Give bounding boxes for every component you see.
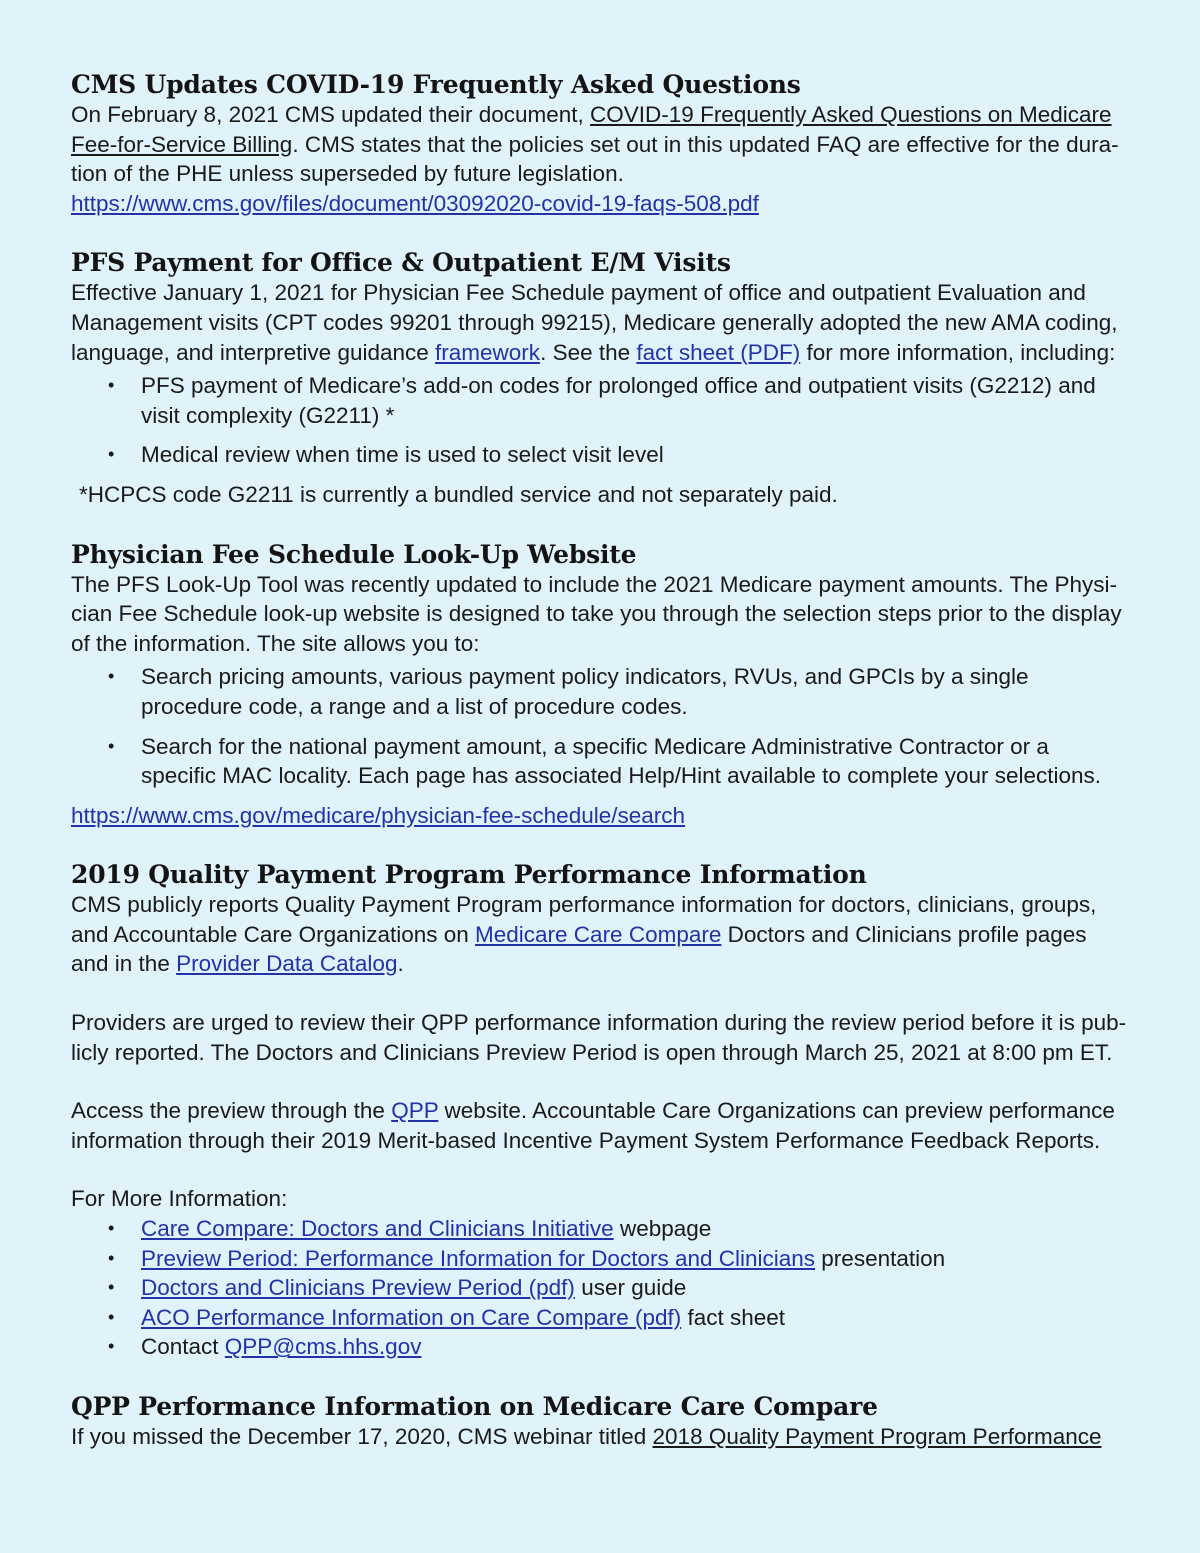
section-paragraph: Providers are urged to review their QPP performance information during the review period before it is pub-licly reported. The Doctors and Clinicians Preview Period is open through March 25, 2021 at 8:00 pm ET.: [71, 1010, 1127, 1065]
section-paragraph: The PFS Look-Up Tool was recently updated to include the 2021 Medicare payment amounts. The Physi-cian Fee Schedule look-up website is designed to take you through the selection steps prior to the display of the information. The site allows you to:: [71, 571, 1122, 656]
care-compare-initiative-link[interactable]: Care Compare: Doctors and Clinicians Initiative: [141, 1216, 614, 1242]
section-covid-faq: [71, 70, 1130, 218]
list-item: • Contact QPP@cms.hhs.gov: [71, 1332, 1130, 1362]
section-title: QPP Performance Information on Medicare Care Compare: [71, 1392, 878, 1421]
bullet-list: [71, 371, 1130, 470]
section-title: PFS Payment for Office & Outpatient E/M Visits: [71, 248, 731, 278]
section-pfs-payment: [71, 248, 1130, 509]
qpp-link[interactable]: QPP: [391, 1098, 439, 1124]
list-item: • Preview Period: Performance Information for Doctors and Clinicians presentation: [71, 1244, 1130, 1274]
aco-fact-sheet-link[interactable]: ACO Performance Information on Care Compare (pdf): [141, 1304, 682, 1330]
list-item: • Doctors and Clinicians Preview Period (pdf) user guide: [71, 1273, 1130, 1303]
framework-link[interactable]: framework: [435, 339, 541, 365]
webinar-link[interactable]: 2018 Quality Payment Program Performance: [652, 1424, 1102, 1449]
section-qpp-2019: [71, 860, 1130, 1362]
section-pfs-lookup: [71, 540, 1130, 831]
preview-period-guide-link[interactable]: Doctors and Clinicians Preview Period (pdf): [141, 1275, 575, 1301]
contact-email-link[interactable]: QPP@cms.hhs.gov: [224, 1334, 422, 1360]
care-compare-link[interactable]: Medicare Care Compare: [475, 921, 722, 947]
preview-period-presentation-link[interactable]: Preview Period: Performance Information for Doctors and Clinicians: [141, 1245, 816, 1271]
section-paragraph: On February 8, 2021 CMS updated their document, COVID-19 Frequently Asked Questions on Medicare Fee-for-Service Billing. CMS states that the policies set out in this updated FAQ are effective for the dura-tion of the PHE unless superseded by future legislation.: [71, 102, 1119, 187]
bullet-list: [71, 662, 1130, 790]
provider-data-catalog-link[interactable]: Provider Data Catalog: [176, 951, 398, 977]
more-info-list: [71, 1214, 1130, 1362]
list-item: • Search pricing amounts, various payment policy indicators, RVUs, and GPCIs by a single procedure code, a range and a list of procedure codes.: [71, 662, 1130, 721]
list-item: • PFS payment of Medicare’s add-on codes for prolonged office and outpatient visits (G2212) and visit complexity (G2211) *: [71, 371, 1130, 430]
more-info-label: For More Information:: [71, 1186, 288, 1212]
section-title: 2019 Quality Payment Program Performance Information: [71, 860, 867, 890]
section-paragraph: Access the preview through the QPP website. Accountable Care Organizations can preview performance information through their 2019 Merit-based Incentive Payment System Performance Feedback Reports.: [71, 1098, 1115, 1153]
list-item: • Medical review when time is used to select visit level: [71, 440, 1130, 470]
faq-pdf-url-link[interactable]: https://www.cms.gov/files/document/03092020-covid-19-faqs-508.pdf: [71, 190, 759, 216]
fact-sheet-link[interactable]: fact sheet (PDF): [636, 339, 801, 365]
list-item: • Search for the national payment amount, a specific Medicare Administrative Contractor or a specific MAC locality. Each page has associated Help/Hint available to complete your selections.: [71, 732, 1130, 791]
section-paragraph: If you missed the December 17, 2020, CMS webinar titled 2018 Quality Payment Program Performance: [71, 1424, 1102, 1449]
section-paragraph: Effective January 1, 2021 for Physician Fee Schedule payment of office and outpatient Evaluation and Management visits (CPT codes 99201 through 99215), Medicare generally adopted the new AMA coding, language, and interpretive guidance framework. See the fact sheet (PDF) for more information, including:: [71, 280, 1118, 365]
list-item: • ACO Performance Information on Care Compare (pdf) fact sheet: [71, 1303, 1130, 1333]
section-title: CMS Updates COVID-19 Frequently Asked Questions: [71, 70, 801, 99]
section-qpp-care-compare: [71, 1392, 1130, 1452]
footnote: *HCPCS code G2211 is currently a bundled service and not separately paid.: [79, 481, 838, 507]
list-item: • Care Compare: Doctors and Clinicians Initiative webpage: [71, 1214, 1130, 1244]
section-paragraph: CMS publicly reports Quality Payment Program performance information for doctors, clinicians, groups, and Accountable Care Organizations on Medicare Care Compare Doctors and Clinicians profile pages and in the Provider Data Catalog.: [71, 892, 1097, 977]
pfs-search-url-link[interactable]: https://www.cms.gov/medicare/physician-fee-schedule/search: [71, 802, 686, 828]
faq-document-link[interactable]: COVID-19 Frequently Asked Questions on Medicare Fee-for-Service Billing: [71, 102, 1112, 157]
section-title: Physician Fee Schedule Look-Up Website: [71, 539, 637, 569]
